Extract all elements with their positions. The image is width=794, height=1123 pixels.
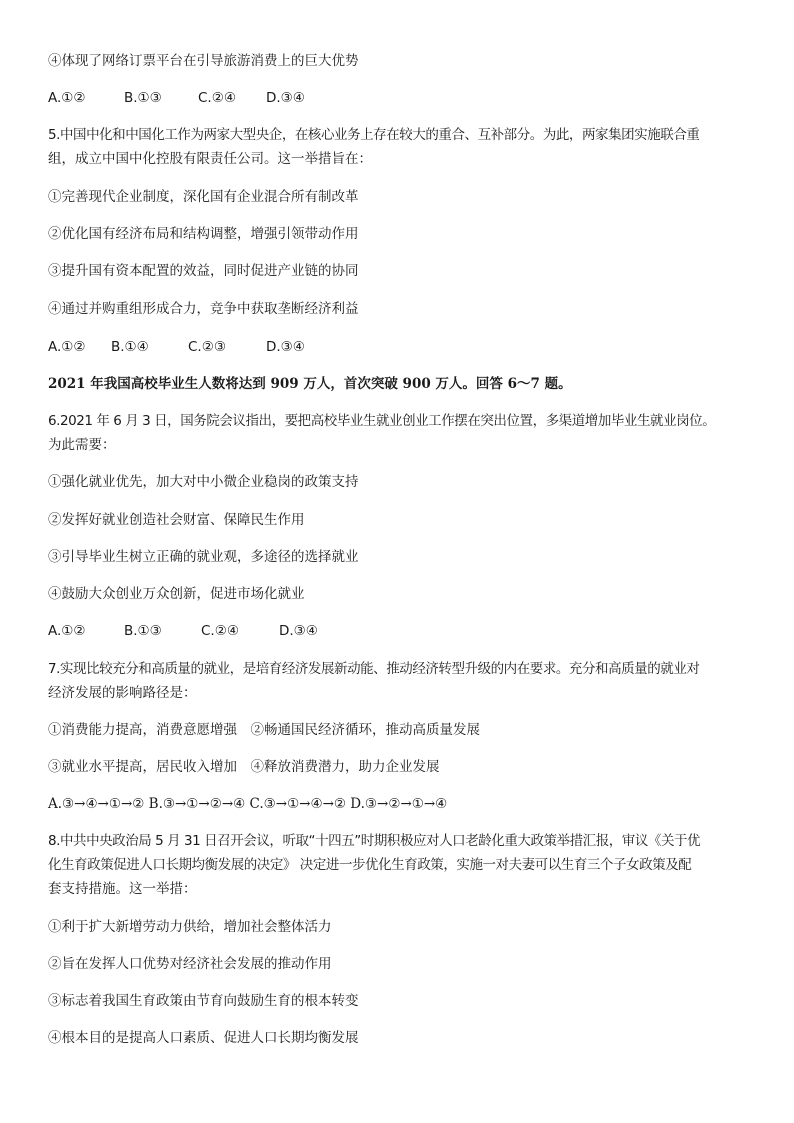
q8-stem-line-3: 套支持措施。这一举措：	[48, 881, 197, 897]
q8-option-4: ④根本目的是提高人口素质、促进人口长期均衡发展	[48, 1030, 359, 1046]
q6-choice-a: A.①②	[48, 623, 86, 639]
q8-stem-line-1: 8.中共中央政治局 5 月 31 日召开会议，听取“十四五”时期积极应对人口老龄化重大政策举措汇报，审议《关于优	[48, 833, 701, 849]
q6-option-1: ①强化就业优先，加大对中小微企业稳岗的政策支持	[48, 474, 359, 490]
q5-choice-a: A.①②	[48, 339, 86, 355]
q8-option-1: ①利于扩大新增劳动力供给，增加社会整体活力	[48, 919, 332, 935]
q4-choice-c: C.②④	[198, 90, 236, 106]
q8-stem-line-2: 化生育政策促进人口长期均衡发展的决定》 决定进一步优化生育政策，实施一对夫妻可以生育三个子女政策及配	[48, 857, 692, 873]
q5-choice-c: C.②③	[188, 339, 226, 355]
q6-option-3: ③引导毕业生树立正确的就业观，多途径的选择就业	[48, 549, 359, 565]
q5-option-4: ④通过并购重组形成合力，竞争中获取垄断经济利益	[48, 301, 359, 317]
q6-stem-line-1: 6.2021 年 6 月 3 日，国务院会议指出，要把高校毕业生就业创业工作摆在突出位置，多渠道增加毕业生就业岗位。	[48, 413, 716, 429]
q7-options-3-4: ③就业水平提高，居民收入增加 ④释放消费潜力，助力企业发展	[48, 759, 440, 775]
q6-choice-c: C.②④	[201, 623, 239, 639]
q7-choices: A.③→④→①→② B.③→①→②→④ C.③→①→④→② D.③→②→①→④	[48, 796, 448, 812]
q6-option-2: ②发挥好就业创造社会财富、保障民生作用	[48, 512, 305, 528]
q4-option-4: ④体现了网络订票平台在引导旅游消费上的巨大优势	[48, 53, 359, 69]
q4-choice-a: A.①②	[48, 90, 86, 106]
q4-choices	[48, 89, 746, 107]
q6-stem-line-2: 为此需要：	[48, 437, 116, 453]
q5-stem-line-2: 组，成立中国中化控股有限责任公司。这一举措旨在：	[48, 151, 372, 167]
q5-choice-b: B.①④	[111, 339, 149, 355]
q6-choice-d: D.③④	[279, 623, 318, 639]
q7-options-1-2: ①消费能力提高，消费意愿增强 ②畅通国民经济循环，推动高质量发展	[48, 722, 480, 738]
q6-choices	[48, 622, 746, 640]
q8-option-3: ③标志着我国生育政策由节育向鼓励生育的根本转变	[48, 993, 359, 1009]
q7-stem-line-2: 经济发展的影响路径是：	[48, 685, 197, 701]
q8-option-2: ②旨在发挥人口优势对经济社会发展的推动作用	[48, 956, 332, 972]
q5-option-1: ①完善现代企业制度，深化国有企业混合所有制改革	[48, 189, 359, 205]
q7-stem-line-1: 7.实现比较充分和高质量的就业，是培育经济发展新动能、推动经济转型升级的内在要求。充分和高质量的就业对	[48, 661, 700, 677]
q6-option-4: ④鼓励大众创业万众创新，促进市场化就业	[48, 586, 305, 602]
q5-choice-d: D.③④	[266, 339, 305, 355]
q5-choices	[48, 338, 746, 356]
q5-option-3: ③提升国有资本配置的效益，同时促进产业链的协同	[48, 263, 359, 279]
q4-choice-d: D.③④	[266, 90, 305, 106]
material-6-7: 2021 年我国高校毕业生人数将达到 909 万人，首次突破 900 万人。回答 6～7 题。	[48, 376, 572, 392]
q4-choice-b: B.①③	[124, 90, 162, 106]
q6-choice-b: B.①③	[124, 623, 162, 639]
q5-option-2: ②优化国有经济布局和结构调整，增强引领带动作用	[48, 226, 359, 242]
q5-stem-line-1: 5.中国中化和中国化工作为两家大型央企，在核心业务上存在较大的重合、互补部分。为此，两家集团实施联合重	[48, 127, 700, 143]
